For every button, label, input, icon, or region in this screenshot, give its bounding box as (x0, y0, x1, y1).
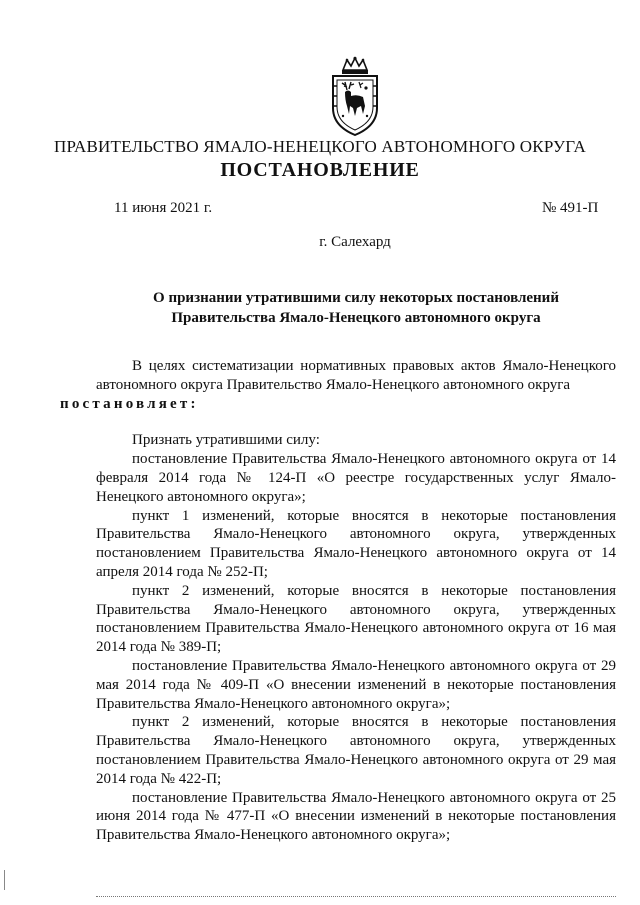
list-item: постановление Правительства Ямало-Ненецкого автономного округа от 14 февраля 2014 года № 124-П «О реестре государственных услуг Ямало-Ненецкого автономного округа»; (96, 451, 616, 505)
scan-edge-mark (4, 870, 5, 890)
intro-paragraph: Признать утратившими силу: (132, 432, 320, 449)
document-type: ПОСТАНОВЛЕНИЕ (220, 159, 420, 181)
list-item: постановление Правительства Ямало-Ненецкого автономного округа от 25 июня 2014 года № 477-П «О внесении изменений в некоторые постановления Правительства Ямало-Ненецкого автономного округа»; (96, 789, 616, 844)
document-city: г. Салехард (319, 234, 391, 250)
list-item: пункт 2 изменений, которые вносятся в некоторые постановления Правительства Ямало-Ненецкого автономного округа, утвержденных постановлением Правительства Ямало-Ненецкого автономного округа от 29 мая 2014 года № 422-П; (96, 714, 616, 787)
list-item: пункт 1 изменений, которые вносятся в некоторые постановления Правительства Ямало-Ненецкого автономного округа, утвержденных постановлением Правительства Ямало-Ненецкого автономного округа от 14 апреля 2014 года № 252-П; (96, 507, 616, 580)
preamble-text: В целях систематизации нормативных правовых актов Ямало-Ненецкого автономного округа Правительство Ямало-Ненецкого автономного округа (96, 358, 616, 393)
document-title (96, 288, 616, 328)
scan-artifact-line (96, 896, 616, 897)
document-number: № 491-П (542, 200, 599, 216)
title-line-1: О признании утратившими силу некоторых постановлений (153, 290, 559, 306)
coat-of-arms-icon (325, 56, 385, 138)
organization-name: ПРАВИТЕЛЬСТВО ЯМАЛО-НЕНЕЦКОГО АВТОНОМНОГО ОКРУГА (54, 137, 586, 156)
document-date: 11 июня 2021 г. (114, 200, 213, 216)
decree-word: постановляет: (60, 395, 199, 412)
document-body (60, 357, 616, 845)
list-item: постановление Правительства Ямало-Ненецкого автономного округа от 29 мая 2014 года № 409-П «О внесении изменений в некоторые постановления Правительства Ямало-Ненецкого автономного округа»; (96, 657, 616, 712)
title-line-2: Правительства Ямало-Ненецкого автономного округа (171, 310, 541, 326)
preamble-paragraph (60, 357, 616, 413)
list-item: пункт 2 изменений, которые вносятся в некоторые постановления Правительства Ямало-Ненецкого автономного округа, утвержденных постановлением Правительства Ямало-Ненецкого автономного округа от 16 мая 2014 года № 389-П; (96, 582, 616, 656)
